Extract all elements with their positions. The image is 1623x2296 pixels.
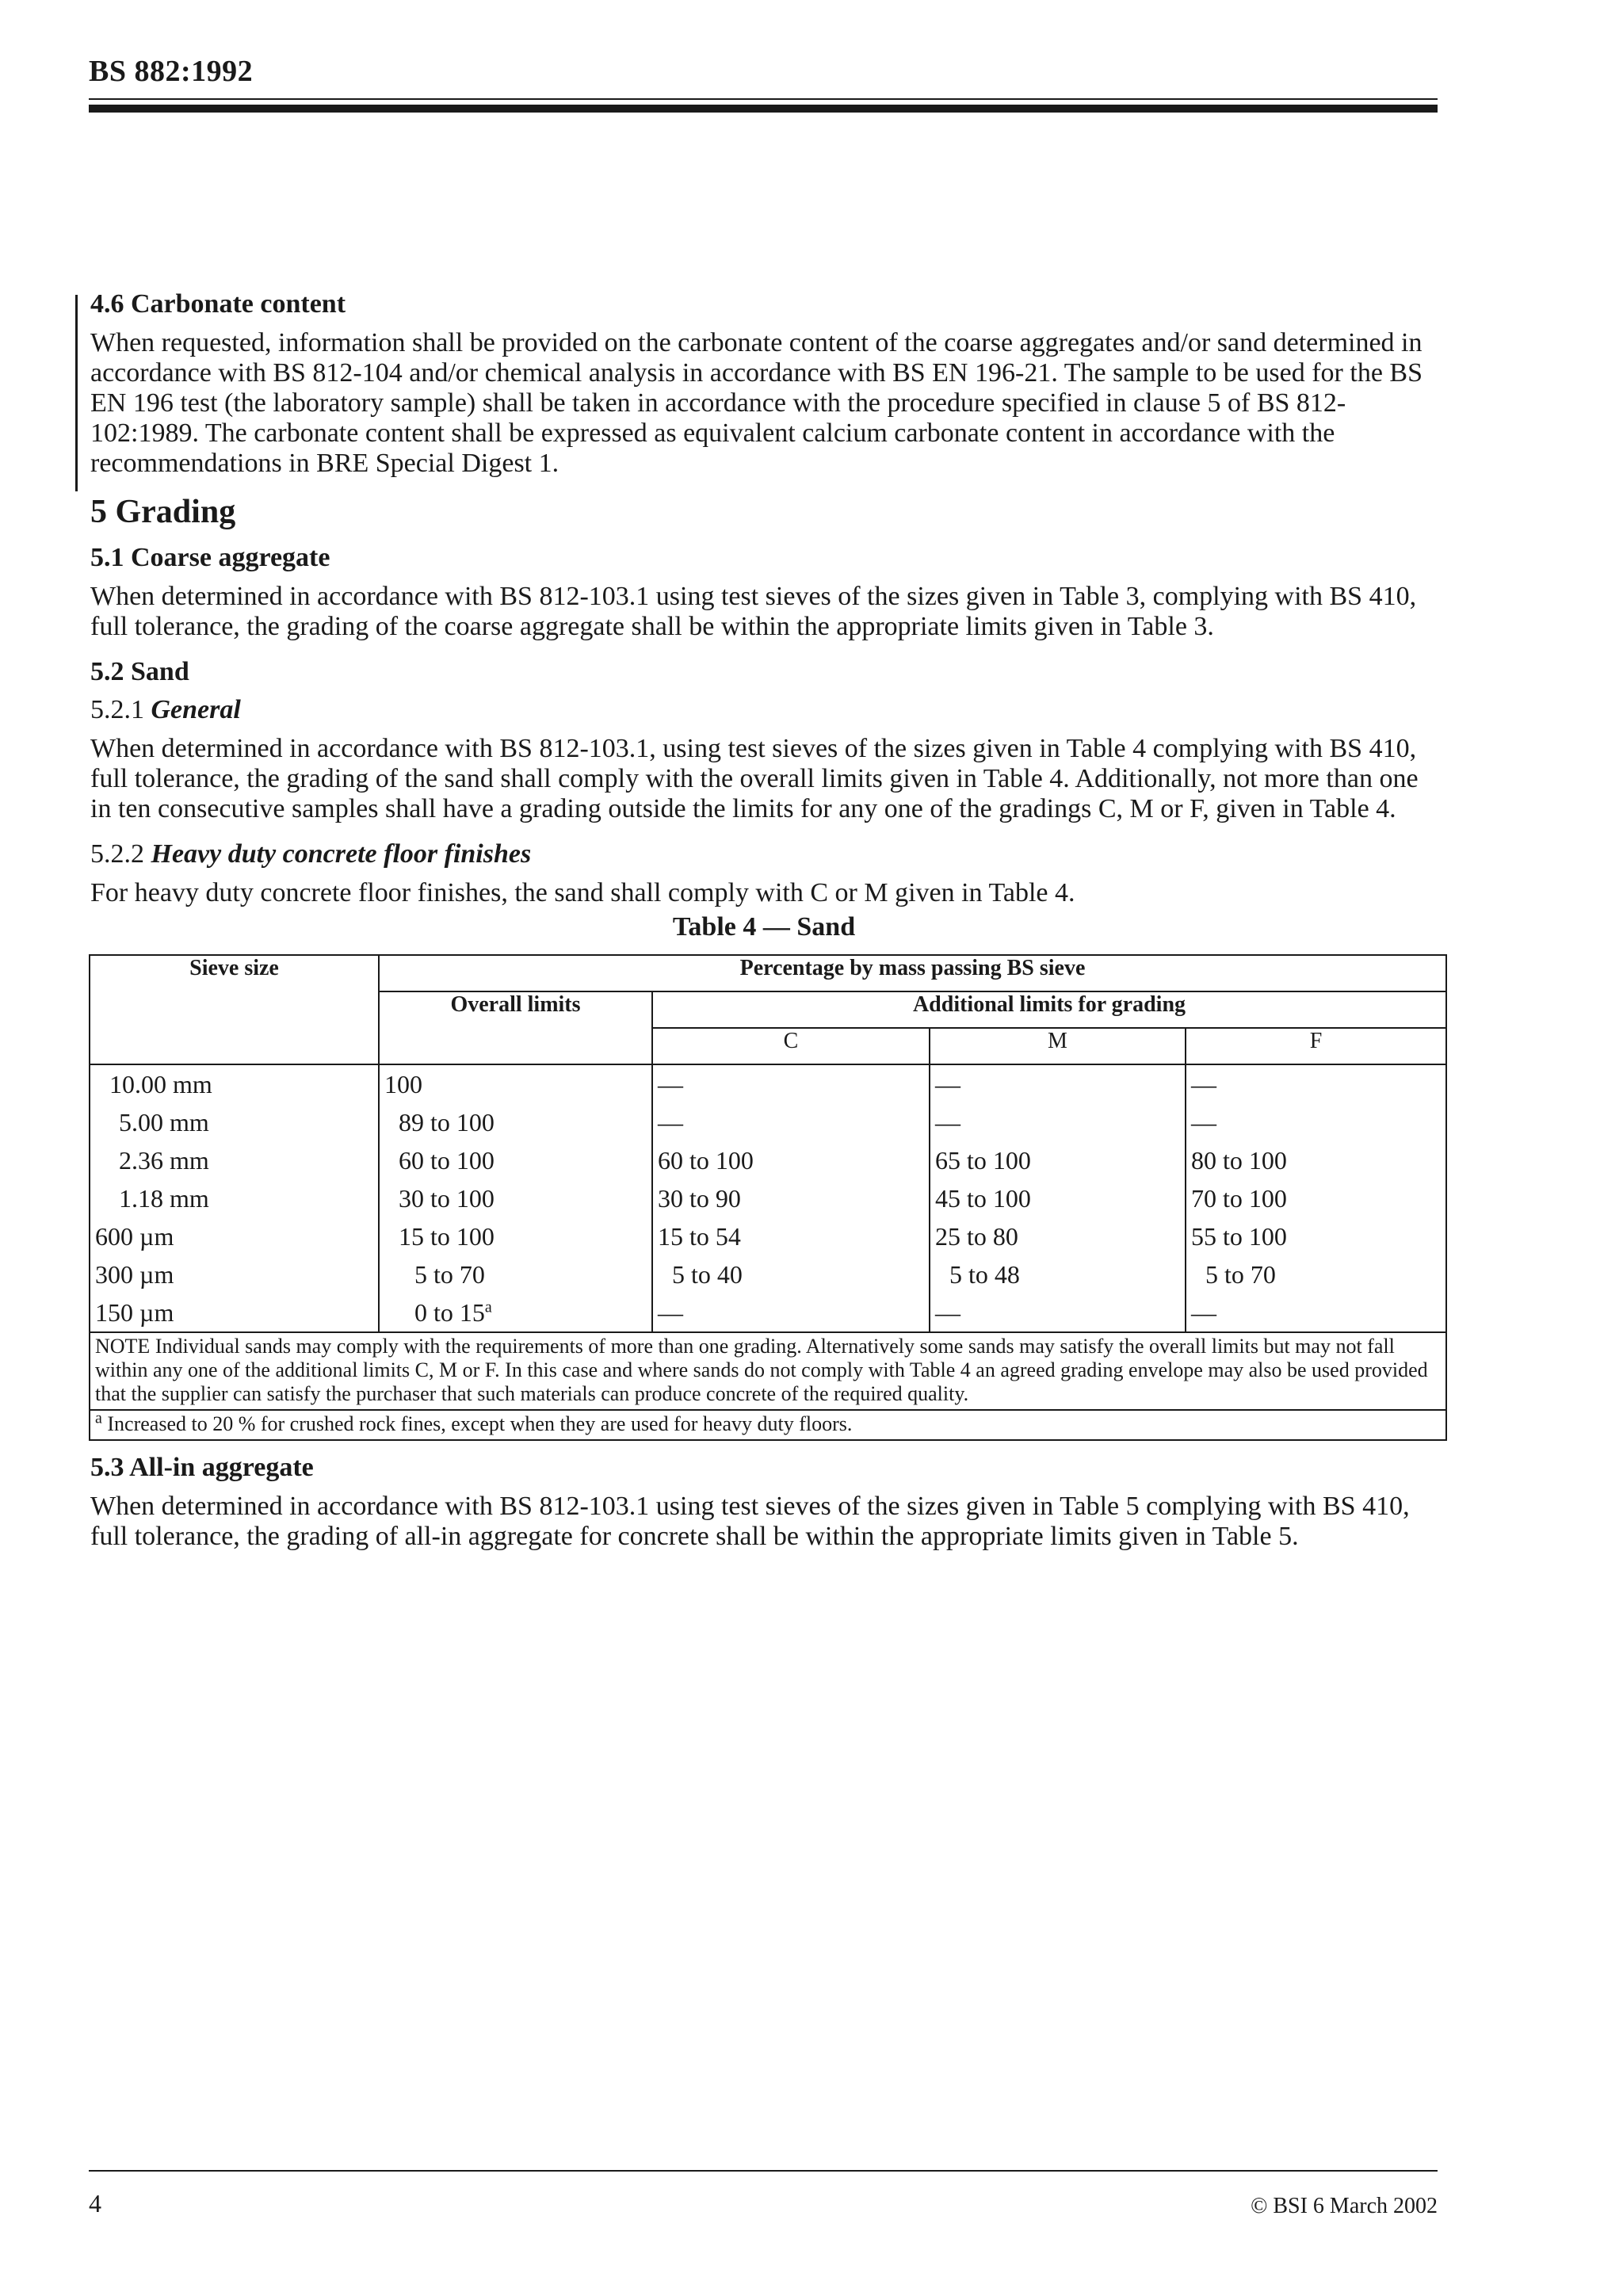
heading-title: Sand [131,657,189,686]
f-cell: — [1186,1293,1446,1332]
heading-title: Coarse aggregate [131,543,330,572]
m-cell: — [930,1103,1186,1141]
column-header-percentage: Percentage by mass passing BS sieve [379,955,1446,991]
table-note: NOTE Individual sands may comply with the requirements of more than one grading. Alternatively some sands may satisfy the overall limits but may not fall within any one of the additional limits C, M or F. In this case and where sands do not comply with Table 4 an agreed grading envelope may also be used provided that the supplier can satisfy the purchaser that such materials can produce concrete of the required quality. [90,1332,1446,1410]
sieve-cell: 10.00 mm [90,1064,379,1103]
f-cell: 80 to 100 [1186,1141,1446,1179]
footnote-ref: a [484,1298,492,1316]
sieve-cell: 300 µm [90,1255,379,1293]
table-footnote-row [90,1410,1446,1440]
table-caption: Table 4 — Sand [672,912,856,942]
heading-title: Heavy duty concrete floor finishes [151,839,532,869]
f-cell: — [1186,1103,1446,1141]
overall-cell: 5 to 70 [379,1255,652,1293]
paragraph-sand-general: When determined in accordance with BS 812-103.1, using test sieves of the sizes given in Table 4 complying with BS 410, full tolerance, the grading of the sand shall comply with the overall limits given in Table 4. Additionally, not more than one in ten consecutive samples shall have a grading outside the limits for any one of the gradings C, M or F, given in Table 4. [90,734,1419,823]
heading-number: 4.6 [90,289,124,319]
f-cell: 5 to 70 [1186,1255,1446,1293]
sieve-cell: 2.36 mm [90,1141,379,1179]
column-header-additional-limits: Additional limits for grading [652,991,1446,1028]
page-content [90,285,1438,1563]
m-cell: — [930,1064,1186,1103]
heading-number: 5.2 [90,657,124,686]
column-header-m: M [930,1028,1186,1064]
footnote-text: Increased to 20 % for crushed rock fines, except when they are used for heavy duty floors. [107,1412,853,1435]
copyright-notice: © BSI 6 March 2002 [1251,2194,1438,2218]
overall-cell [379,1293,652,1332]
table-row [90,1103,1446,1141]
document-header-title: BS 882:1992 [89,55,254,88]
heading-number: 5.2.2 [90,839,144,869]
table-row [90,1179,1446,1217]
paragraph-heavy-duty: For heavy duty concrete floor finishes, the sand shall comply with C or M given in Table 4. [90,878,1075,907]
c-cell: — [652,1064,930,1103]
column-header-overall-limits: Overall limits [379,991,652,1064]
paragraph-coarse-aggregate: When determined in accordance with BS 812-103.1 using test sieves of the sizes given in Table 3, complying with BS 410, full tolerance, the grading of the coarse aggregate shall be within the appropriate limits given in Table 3. [90,582,1417,641]
heading-5-3 [90,1449,1438,1487]
table-note-row [90,1332,1446,1410]
m-cell: 45 to 100 [930,1179,1186,1217]
heading-number: 5.1 [90,543,124,572]
overall-cell: 60 to 100 [379,1141,652,1179]
f-cell: 55 to 100 [1186,1217,1446,1255]
sieve-cell: 1.18 mm [90,1179,379,1217]
c-cell: 60 to 100 [652,1141,930,1179]
sieve-cell: 600 µm [90,1217,379,1255]
heading-5-2-1 [90,691,1438,729]
footnote-marker: a [95,1409,102,1427]
heading-4-6 [90,285,1438,323]
header-rule-thick [89,105,1438,113]
heading-5-2-2 [90,835,1438,873]
sand-grading-table [89,954,1447,1441]
table-row [90,1293,1446,1332]
overall-cell: 100 [379,1064,652,1103]
f-cell: 70 to 100 [1186,1179,1446,1217]
overall-cell: 30 to 100 [379,1179,652,1217]
footer-rule [89,2170,1438,2172]
table-row [90,1217,1446,1255]
m-cell: 65 to 100 [930,1141,1186,1179]
c-cell: — [652,1293,930,1332]
column-header-c: C [652,1028,930,1064]
table-row [90,1141,1446,1179]
c-cell: 30 to 90 [652,1179,930,1217]
heading-number: 5.2.1 [90,695,144,724]
heading-5 [90,490,1438,534]
m-cell: 5 to 48 [930,1255,1186,1293]
heading-title: Carbonate content [131,289,346,319]
overall-cell: 89 to 100 [379,1103,652,1141]
f-cell: — [1186,1064,1446,1103]
heading-5-1 [90,539,1438,577]
paragraph-all-in-aggregate: When determined in accordance with BS 812-103.1 using test sieves of the sizes given in Table 5 complying with BS 410, full tolerance, the grading of all-in aggregate for concrete shall be within the appropriate limits given in Table 5. [90,1492,1410,1551]
heading-number: 5 [90,494,107,530]
table-footnote [90,1410,1446,1440]
heading-title: General [151,695,241,724]
table-row [90,1064,1446,1103]
m-cell: 25 to 80 [930,1217,1186,1255]
m-cell: — [930,1293,1186,1332]
table-row [90,1255,1446,1293]
overall-value: 0 to 15 [414,1298,485,1327]
c-cell: 15 to 54 [652,1217,930,1255]
heading-title: Grading [115,494,236,530]
overall-cell: 15 to 100 [379,1217,652,1255]
c-cell: 5 to 40 [652,1255,930,1293]
sieve-cell: 5.00 mm [90,1103,379,1141]
heading-number: 5.3 [90,1453,124,1482]
paragraph-carbonate-content: When requested, information shall be provided on the carbonate content of the coarse aggregates and/or sand determined in accordance with BS 812-104 and/or chemical analysis in accordance with BS EN 196-21. The sample to be used for the BS EN 196 test (the laboratory sample) shall be taken in accordance with the procedure specified in clause 5 of BS 812-102:1989. The carbonate content shall be expressed as equivalent calcium carbonate content in accordance with the recommendations in BRE Special Digest 1. [90,328,1423,478]
change-bar [75,295,78,491]
sieve-cell: 150 µm [90,1293,379,1332]
c-cell: — [652,1103,930,1141]
header-rule [89,98,1438,100]
heading-5-2 [90,653,1438,691]
heading-title: All-in aggregate [129,1453,314,1482]
column-header-f: F [1186,1028,1446,1064]
page-number: 4 [89,2189,101,2218]
column-header-sieve-size: Sieve size [90,955,379,1064]
